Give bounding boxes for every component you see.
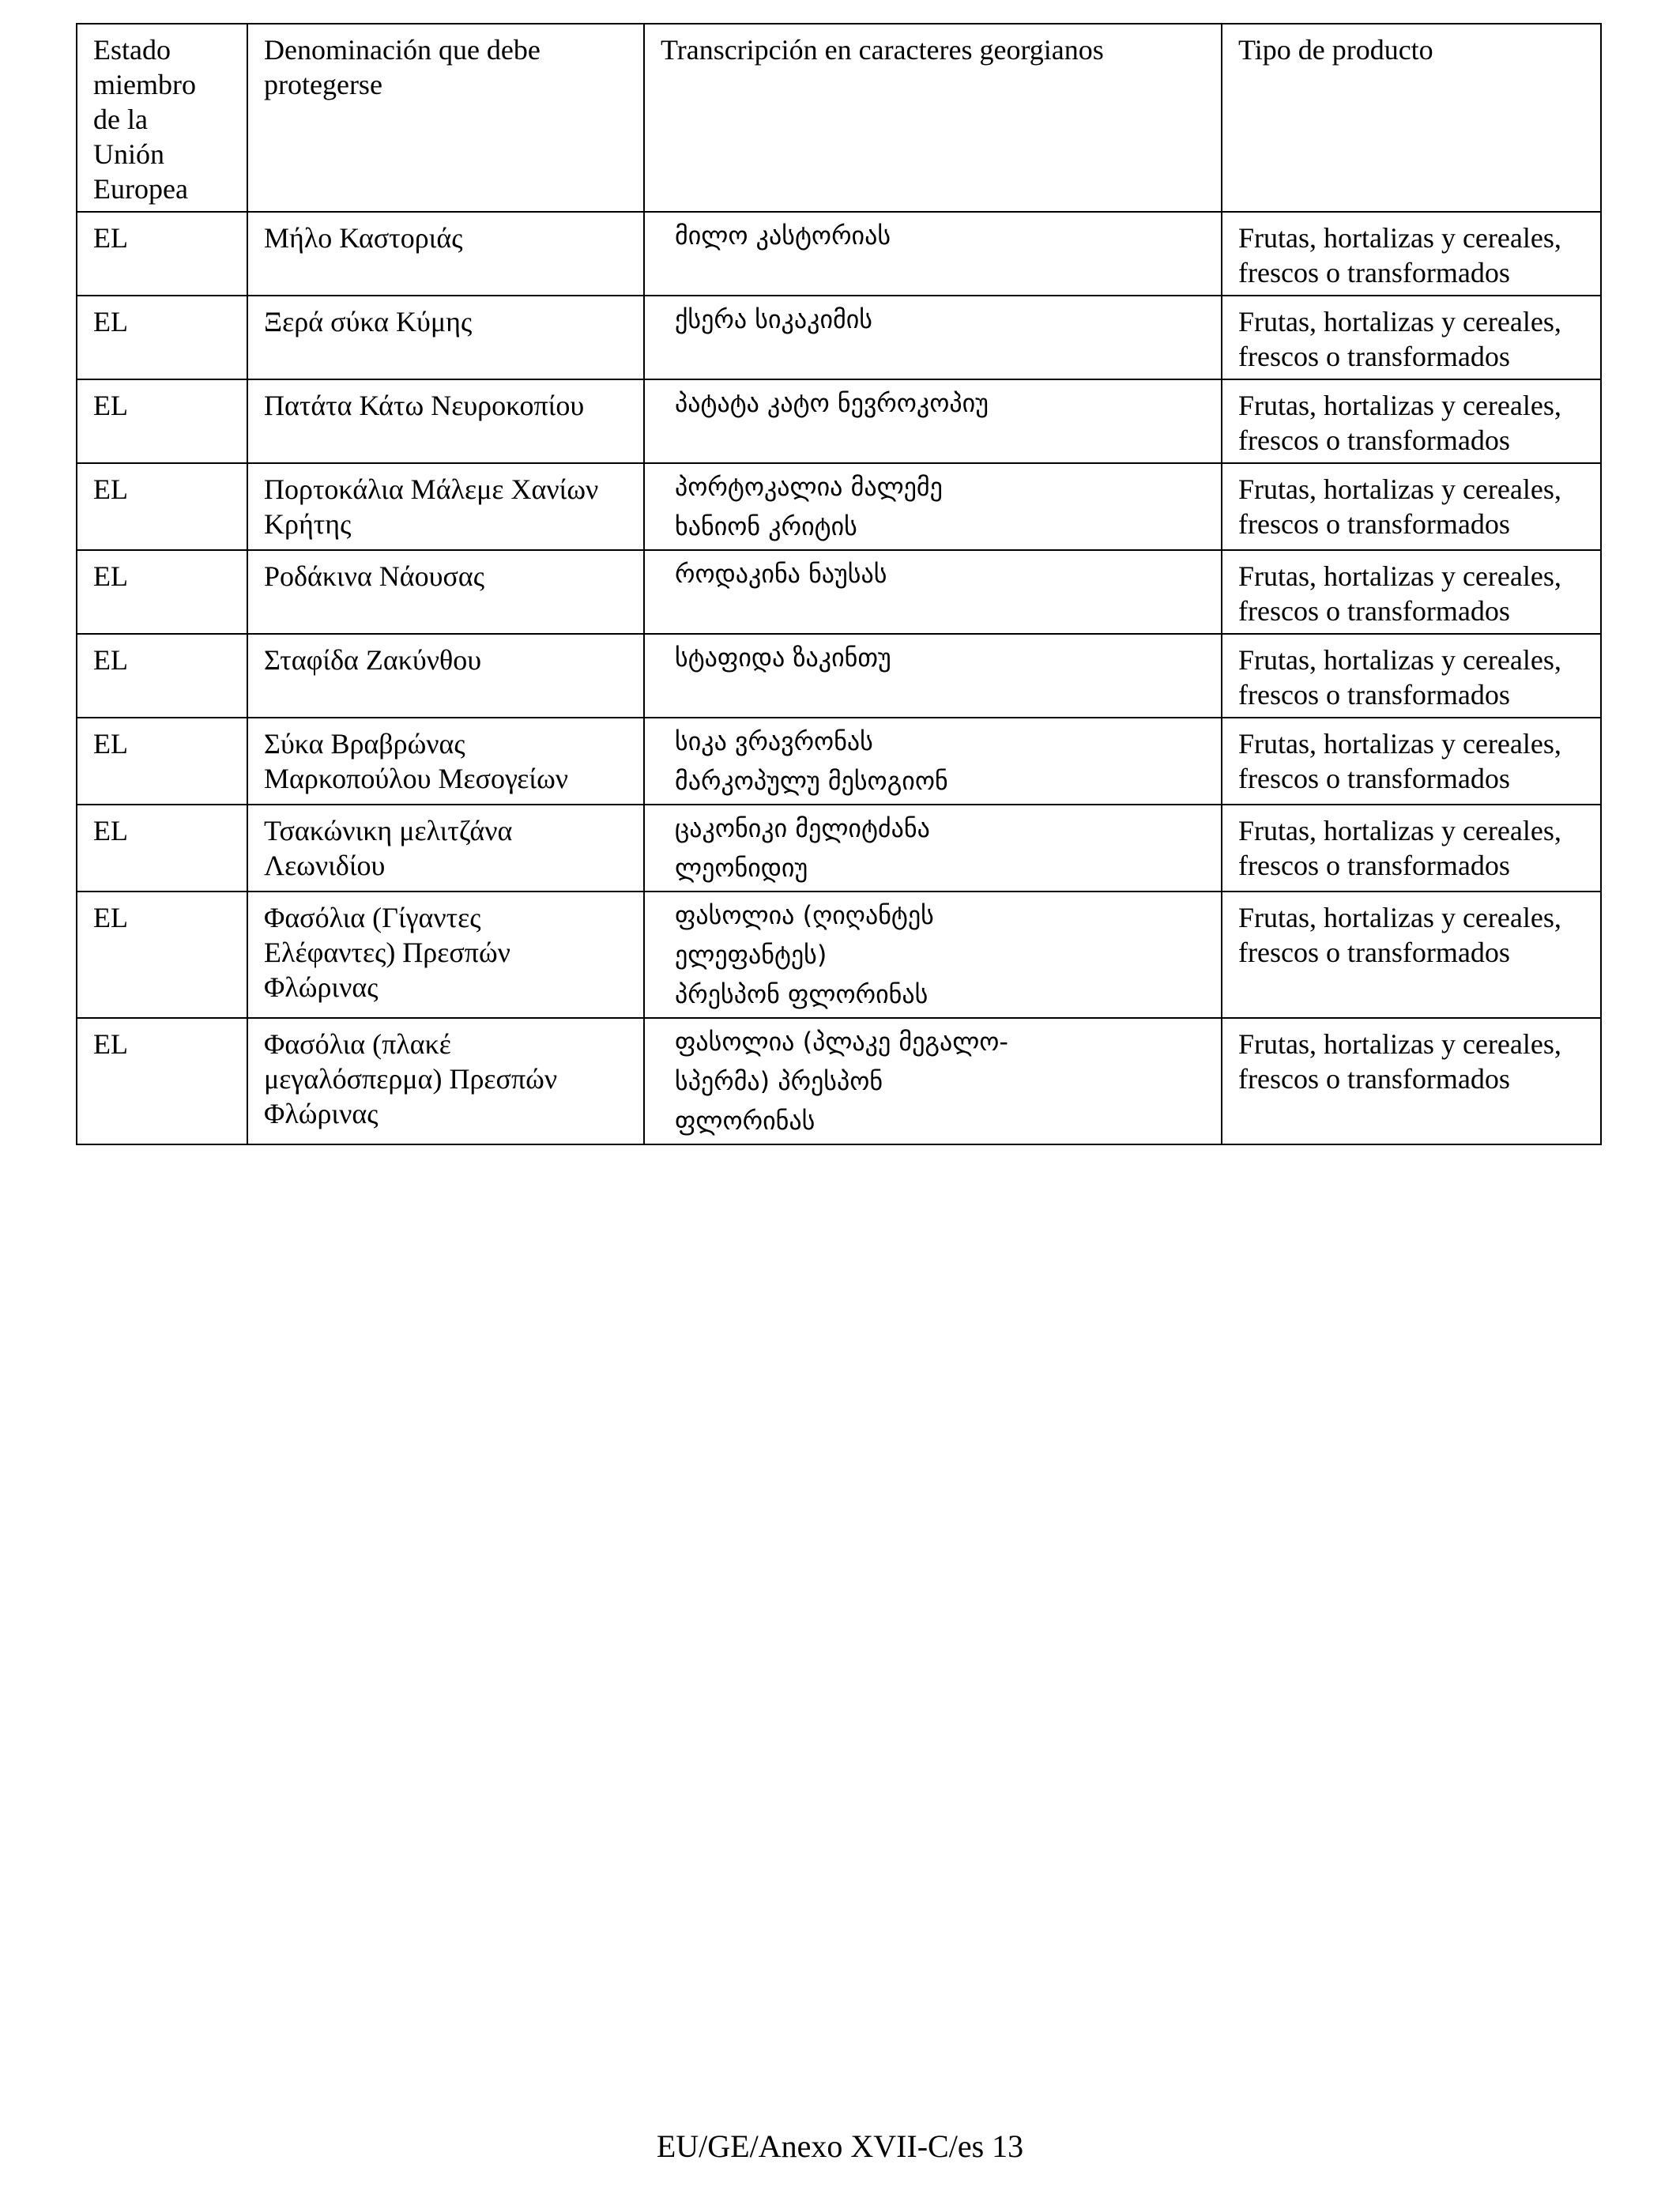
- product-type-cell: [1222, 379, 1601, 463]
- georgian-transcription-cell: [644, 718, 1222, 805]
- table-row: [77, 634, 1601, 718]
- member-state-cell: EL: [77, 296, 247, 379]
- member-state-cell: EL: [77, 634, 247, 718]
- cell-line: frescos o transformados: [1238, 1063, 1510, 1095]
- cell-line: Τσακώνικη μελιτζάνα: [264, 815, 513, 846]
- cell-line: Μαρκοπούλου Μεσογείων: [264, 763, 569, 794]
- member-state-cell: EL: [77, 463, 247, 550]
- cell-line: ხანიონ კრიტის: [675, 511, 857, 541]
- cell-line: Frutas, hortalizas y cereales,: [1238, 815, 1561, 846]
- cell-line: frescos o transformados: [1238, 850, 1510, 881]
- product-type-cell: [1222, 892, 1601, 1018]
- cell-line: Φασόλια (Γίγαντες: [264, 902, 481, 933]
- member-state-cell: EL: [77, 550, 247, 634]
- cell-line: Ροδάκινα Νάουσας: [264, 560, 485, 592]
- cell-line: Frutas, hortalizas y cereales,: [1238, 473, 1561, 505]
- header-product-type: [1222, 24, 1601, 212]
- cell-line: Πατάτα Κάτω Νευροκοπίου: [264, 390, 585, 421]
- cell-line: Φλώρινας: [264, 1098, 379, 1129]
- cell-line: Σύκα Βραβρώνας: [264, 728, 465, 760]
- table-row: [77, 550, 1601, 634]
- georgian-transcription-cell: [644, 892, 1222, 1018]
- cell-line: ქსერა სიკაკიმის: [675, 304, 873, 334]
- product-type-cell: [1222, 718, 1601, 805]
- cell-line: frescos o transformados: [1238, 763, 1510, 794]
- cell-line: სტაფიდა ზაკინთუ: [675, 643, 891, 673]
- protected-name-cell: [247, 805, 644, 892]
- cell-line: Frutas, hortalizas y cereales,: [1238, 306, 1561, 337]
- member-state-cell: EL: [77, 805, 247, 892]
- header-line: Unión: [93, 138, 164, 170]
- header-line: protegerse: [264, 69, 382, 100]
- header-georgian-transcription: [644, 24, 1222, 212]
- cell-line: Frutas, hortalizas y cereales,: [1238, 902, 1561, 933]
- protected-name-cell: [247, 892, 644, 1018]
- header-member-state: [77, 24, 247, 212]
- protected-name-cell: [247, 634, 644, 718]
- cell-line: ცაკონიკი მელიტძანა: [675, 813, 930, 843]
- cell-line: სიკა ვრავრონას: [675, 726, 873, 756]
- product-type-cell: [1222, 296, 1601, 379]
- cell-line: ფასოლია (ღიღანტეს: [675, 900, 934, 930]
- protected-name-cell: [247, 463, 644, 550]
- cell-line: frescos o transformados: [1238, 257, 1510, 288]
- cell-line: Λεωνιδίου: [264, 850, 386, 881]
- cell-line: პატატა კატო ნევროკოპიუ: [675, 388, 989, 418]
- cell-line: პორტოკალია მალემე: [675, 472, 943, 502]
- table-row: [77, 296, 1601, 379]
- protected-name-cell: [247, 718, 644, 805]
- member-state-cell: EL: [77, 212, 247, 296]
- georgian-transcription-cell: [644, 463, 1222, 550]
- header-line: Tipo de producto: [1238, 34, 1433, 66]
- georgian-transcription-cell: [644, 212, 1222, 296]
- header-line: Europea: [93, 173, 188, 205]
- protected-name-cell: [247, 296, 644, 379]
- protected-name-cell: [247, 1018, 644, 1144]
- protected-names-table: [76, 23, 1602, 1145]
- cell-line: Frutas, hortalizas y cereales,: [1238, 560, 1561, 592]
- cell-line: სპერმა) პრესპონ: [675, 1066, 883, 1096]
- product-type-cell: [1222, 463, 1601, 550]
- cell-line: μεγαλόσπερμα) Πρεσπών: [264, 1063, 558, 1095]
- product-type-cell: [1222, 634, 1601, 718]
- cell-line: Frutas, hortalizas y cereales,: [1238, 728, 1561, 760]
- georgian-transcription-cell: [644, 805, 1222, 892]
- cell-line: Ελέφαντες) Πρεσπών: [264, 937, 510, 968]
- table-body: [77, 212, 1601, 1144]
- cell-line: Φλώρινας: [264, 971, 379, 1003]
- cell-line: frescos o transformados: [1238, 595, 1510, 627]
- cell-line: ლეონიდიუ: [675, 853, 808, 883]
- georgian-transcription-cell: [644, 634, 1222, 718]
- cell-line: frescos o transformados: [1238, 341, 1510, 372]
- header-line: Estado: [93, 34, 171, 66]
- table-row: [77, 892, 1601, 1018]
- cell-line: frescos o transformados: [1238, 679, 1510, 711]
- georgian-transcription-cell: [644, 296, 1222, 379]
- cell-line: Frutas, hortalizas y cereales,: [1238, 222, 1561, 254]
- product-type-cell: [1222, 1018, 1601, 1144]
- cell-line: Σταφίδα Ζακύνθου: [264, 644, 482, 676]
- cell-line: Κρήτης: [264, 508, 352, 540]
- cell-line: მარკოპულუ მესოგიონ: [675, 766, 948, 796]
- georgian-transcription-cell: [644, 550, 1222, 634]
- cell-line: frescos o transformados: [1238, 424, 1510, 456]
- cell-line: Μήλο Καστοριάς: [264, 222, 463, 254]
- header-row: [77, 24, 1601, 212]
- table-header: [77, 24, 1601, 212]
- header-name-to-protect: [247, 24, 644, 212]
- protected-name-cell: [247, 550, 644, 634]
- table-row: [77, 1018, 1601, 1144]
- protected-name-cell: [247, 379, 644, 463]
- product-type-cell: [1222, 212, 1601, 296]
- cell-line: მილო კასტორიას: [675, 221, 891, 251]
- cell-line: frescos o transformados: [1238, 508, 1510, 540]
- cell-line: ფლორინას: [675, 1106, 816, 1136]
- cell-line: Frutas, hortalizas y cereales,: [1238, 644, 1561, 676]
- table-row: [77, 379, 1601, 463]
- cell-line: ელეფანტეს): [675, 940, 827, 970]
- georgian-transcription-cell: [644, 379, 1222, 463]
- cell-line: ფასოლია (პლაკე მეგალო-: [675, 1027, 1008, 1057]
- member-state-cell: EL: [77, 1018, 247, 1144]
- table-row: [77, 718, 1601, 805]
- member-state-cell: EL: [77, 892, 247, 1018]
- cell-line: Ξερά σύκα Κύμης: [264, 306, 473, 337]
- cell-line: პრესპონ ფლორინას: [675, 979, 929, 1009]
- cell-line: Frutas, hortalizas y cereales,: [1238, 390, 1561, 421]
- member-state-cell: EL: [77, 379, 247, 463]
- table-row: [77, 805, 1601, 892]
- product-type-cell: [1222, 805, 1601, 892]
- georgian-transcription-cell: [644, 1018, 1222, 1144]
- header-line: miembro: [93, 69, 196, 100]
- cell-line: frescos o transformados: [1238, 937, 1510, 968]
- protected-name-cell: [247, 212, 644, 296]
- header-line: Transcripción en caracteres georgianos: [661, 34, 1104, 66]
- product-type-cell: [1222, 550, 1601, 634]
- cell-line: Πορτοκάλια Μάλεμε Χανίων: [264, 473, 599, 505]
- member-state-cell: EL: [77, 718, 247, 805]
- header-line: de la: [93, 104, 148, 135]
- header-line: Denominación que debe: [264, 34, 541, 66]
- page-footer: EU/GE/Anexo XVII-C/es 13: [656, 2128, 1024, 2164]
- table-row: [77, 212, 1601, 296]
- cell-line: Frutas, hortalizas y cereales,: [1238, 1028, 1561, 1060]
- table-row: [77, 463, 1601, 550]
- cell-line: Φασόλια (πλακέ: [264, 1028, 451, 1060]
- cell-line: როდაკინა ნაუსას: [675, 559, 887, 589]
